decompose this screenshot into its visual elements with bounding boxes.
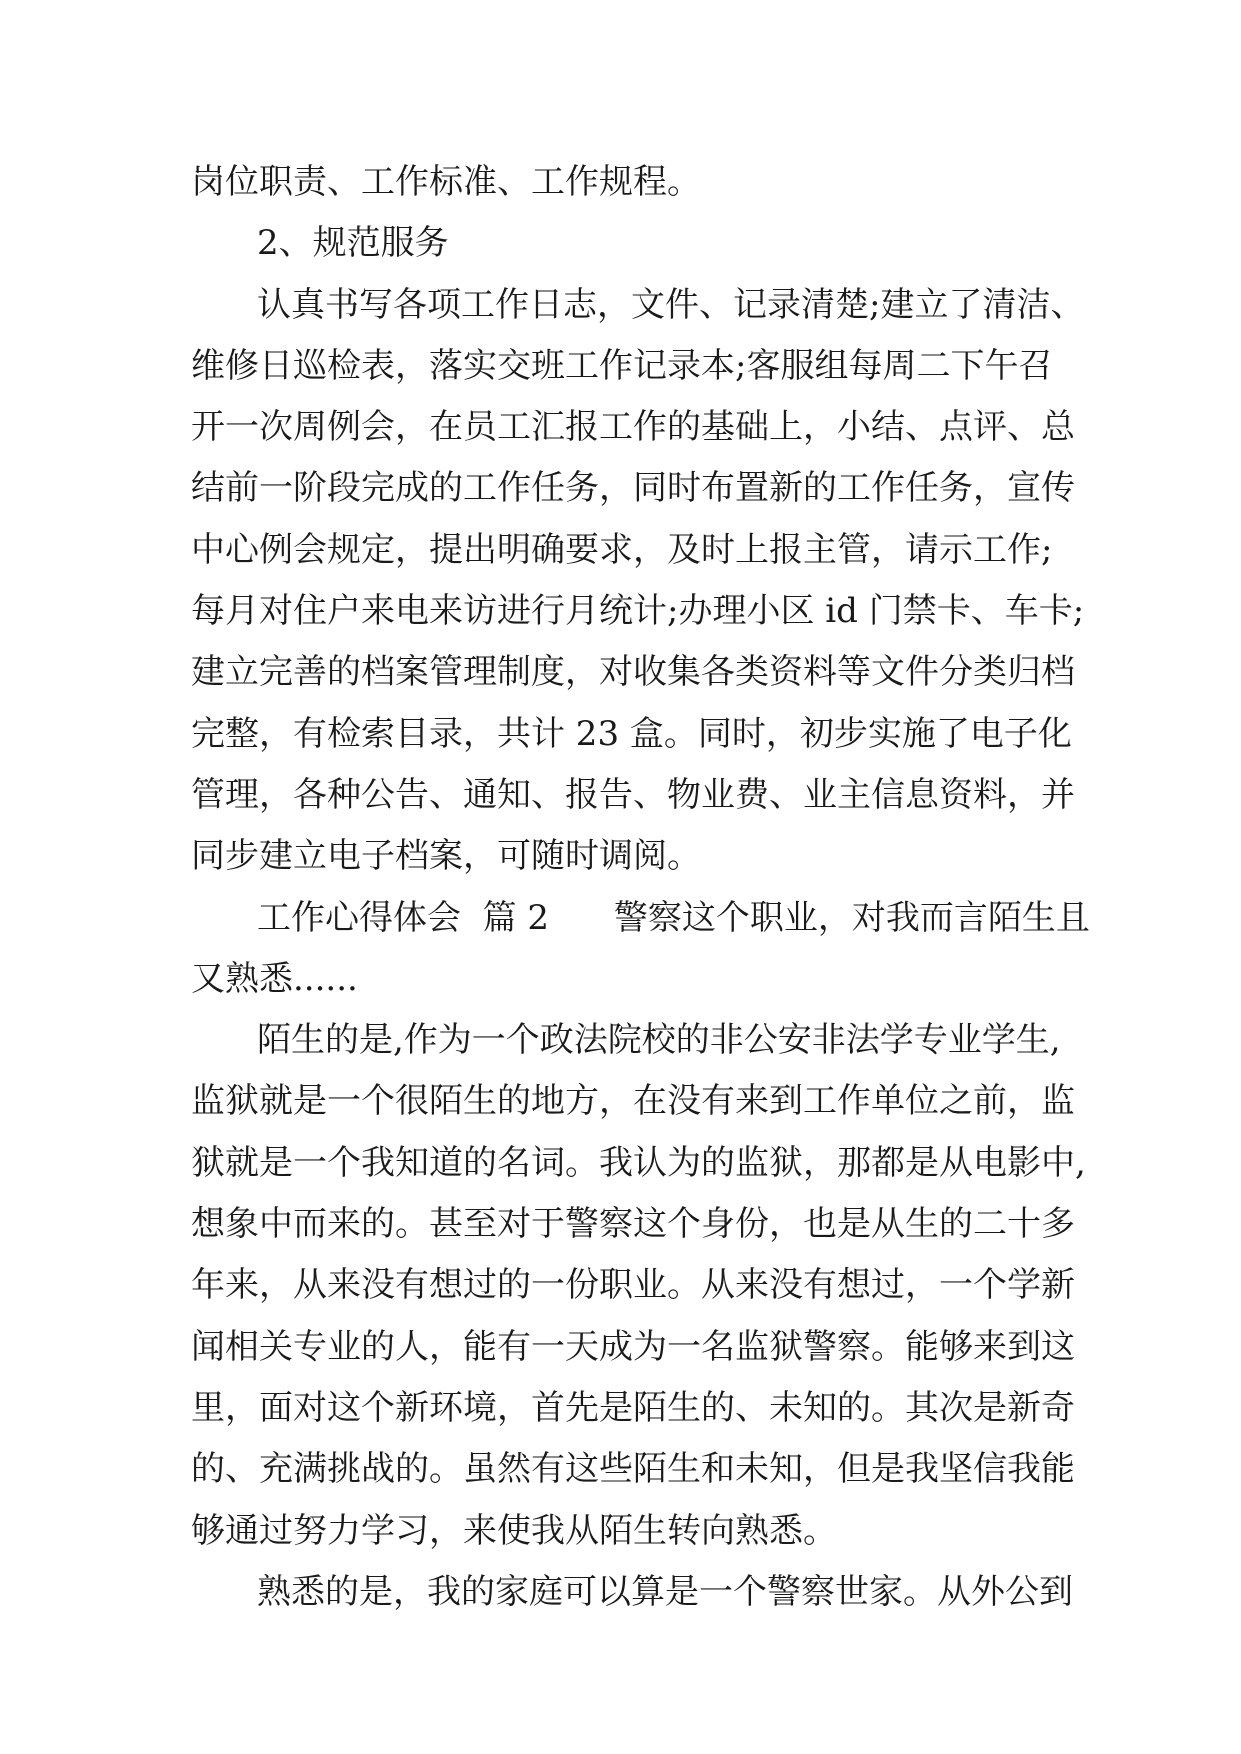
text-line: 中心例会规定，提出明确要求，及时上报主管，请示工作; <box>191 529 1053 570</box>
text-line: 岗位职责、工作标准、工作规程。 <box>191 162 701 202</box>
text-line: 又熟悉...... <box>191 958 358 999</box>
text-line: 够通过努力学习，来使我从陌生转向熟悉。 <box>191 1510 837 1551</box>
text-line: 维修日巡检表，落实交班工作记录本;客服组每周二下午召 <box>191 345 1053 386</box>
text-line: 管理，各种公告、通知、报告、物业费、业主信息资料，并 <box>191 774 1075 815</box>
text-line: 闻相关专业的人，能有一天成为一名监狱警察。能够来到这 <box>191 1326 1075 1367</box>
text-line: 陌生的是,作为一个政法院校的非公安非法学专业学生, <box>257 1020 1061 1061</box>
text-line: 熟悉的是，我的家庭可以算是一个警察世家。从外公到 <box>257 1571 1073 1612</box>
text-line: 结前一阶段完成的工作任务，同时布置新的工作任务，宣传 <box>191 468 1075 509</box>
section-heading: 2、规范服务 <box>257 223 449 264</box>
text-line: 狱就是一个我知道的名词。我认为的监狱，那都是从电影中, <box>191 1142 1086 1183</box>
text-line: 里，面对这个新环境，首先是陌生的、未知的。其次是新奇 <box>191 1387 1075 1428</box>
text-line: 开一次周例会，在员工汇报工作的基础上，小结、点评、总 <box>191 407 1075 448</box>
text-line: 想象中而来的。甚至对于警察这个身份，也是从生的二十多 <box>191 1204 1075 1245</box>
text-line: 完整，有检索目录，共计 23 盒。同时，初步实施了电子化 <box>191 713 1072 754</box>
text-line: 建立完善的档案管理制度，对收集各类资料等文件分类归档 <box>191 652 1075 693</box>
text-line: 每月对住户来电来访进行月统计;办理小区 id 门禁卡、车卡; <box>191 591 1085 632</box>
article-heading-line: 工作心得体会 篇 2 警察这个职业，对我而言陌生且 <box>257 897 1090 938</box>
text-line: 的、充满挑战的。虽然有这些陌生和未知，但是我坚信我能 <box>191 1449 1075 1490</box>
text-line: 同步建立电子档案，可随时调阅。 <box>191 836 701 877</box>
text-line: 认真书写各项工作日志，文件、记录清楚;建立了清洁、 <box>257 284 1085 325</box>
text-line: 年来，从来没有想过的一份职业。从来没有想过，一个学新 <box>191 1265 1075 1306</box>
text-line: 监狱就是一个很陌生的地方，在没有来到工作单位之前，监 <box>191 1081 1075 1122</box>
body-text <box>191 152 1090 1623</box>
